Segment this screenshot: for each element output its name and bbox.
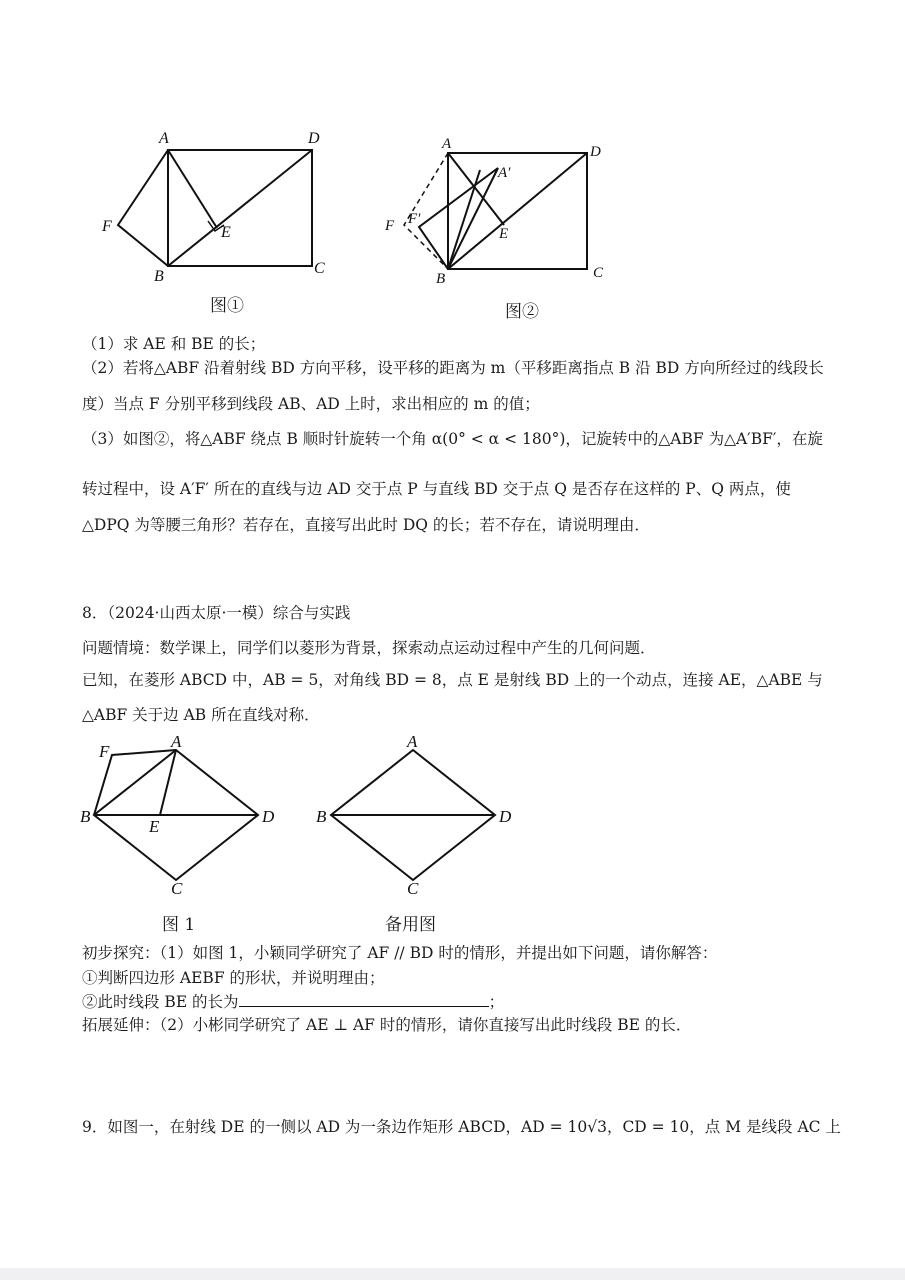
- figure-1: [95, 125, 335, 285]
- figure-4-caption: 备用图: [385, 915, 436, 935]
- label-e: E: [499, 226, 509, 242]
- label-c: C: [314, 260, 325, 277]
- label-a: A: [159, 130, 169, 147]
- label-c: C: [171, 879, 183, 898]
- segment-ae: [168, 150, 217, 228]
- answer-blank[interactable]: [239, 992, 489, 1007]
- q8-sub2: [82, 991, 842, 1013]
- q7-part3-line3: △DPQ 为等腰三角形？若存在，直接写出此时 DQ 的长；若不存在，请说明理由．: [82, 516, 650, 534]
- label-c: C: [407, 879, 419, 898]
- label-b: B: [436, 271, 446, 287]
- label-d: D: [262, 807, 275, 826]
- q8-context: 问题情境：数学课上，同学们以菱形为背景，探索动点运动过程中产生的几何问题．: [82, 639, 656, 657]
- q7-part1: （1）求 AE 和 BE 的长；: [82, 335, 266, 353]
- label-c: C: [593, 265, 604, 281]
- triangle-a-prime-b-f-prime: [419, 168, 498, 269]
- label-d: D: [590, 144, 601, 160]
- q8-title: 8．（2024·山西太原·一模）综合与实践: [82, 604, 351, 622]
- label-a: A: [171, 732, 182, 751]
- q8-given-line1: 已知，在菱形 ABCD 中，AB = 5，对角线 BD = 8，点 E 是射线 BD 上的一个动点，连接 AE，△ABE 与: [82, 671, 823, 689]
- figure-3-caption: 图 1: [162, 915, 196, 935]
- figure-4: [312, 732, 522, 902]
- q8-extend: 拓展延伸：（2）小彬同学研究了 AE ⊥ AF 时的情形，请你直接写出此时线段 BE 的长．: [82, 1016, 692, 1034]
- q9-line1: 9．如图一，在射线 DE 的一侧以 AD 为一条边作矩形 ABCD，AD = 10√3，CD = 10，点 M 是线段 AC 上: [82, 1118, 841, 1136]
- label-f: F: [99, 742, 110, 761]
- q8-explore: 初步探究：（1）如图 1，小颖同学研究了 AF // BD 时的情形，并提出如下问题，请你解答：: [82, 944, 718, 962]
- label-d: D: [308, 130, 320, 147]
- q7-part3-line2: 转过程中，设 A′F′ 所在的直线与边 AD 交于点 P 与直线 BD 交于点 Q 是否存在这样的 P、Q 两点，使: [82, 480, 791, 498]
- q7-part3-line1: （3）如图②，将△ABF 绕点 B 顺时针旋转一个角 α(0° < α < 180°)，记旋转中的△ABF 为△A′BF′，在旋: [82, 430, 823, 448]
- diagonal-bd: [448, 153, 587, 269]
- label-a: A: [407, 732, 418, 751]
- label-b: B: [154, 268, 164, 285]
- segment-bd-to-a-prime: [448, 170, 480, 269]
- label-e: E: [149, 817, 160, 836]
- label-f: F: [102, 218, 112, 235]
- label-e: E: [221, 224, 231, 241]
- q8-sub2-suffix: ；: [488, 993, 505, 1011]
- label-a: A: [442, 136, 452, 152]
- q8-given-line2: △ABF 关于边 AB 所在直线对称．: [82, 706, 320, 724]
- bottom-bar: [0, 1268, 905, 1280]
- figure-1-caption: 图①: [210, 296, 244, 316]
- label-b: B: [80, 807, 91, 826]
- label-b: B: [316, 807, 327, 826]
- q7-part2-line2: 度）当点 F 分别平移到线段 AB、AD 上时，求出相应的 m 的值；: [82, 395, 540, 413]
- triangle-abf: [118, 150, 168, 266]
- label-f-prime: F′: [408, 211, 421, 227]
- q8-sub2-prefix: ②此时线段 BE 的长为: [82, 993, 239, 1011]
- label-f: F: [385, 218, 395, 234]
- figure-2: [380, 130, 630, 290]
- figure-2-caption: 图②: [505, 302, 539, 322]
- label-a-prime: A′: [498, 165, 511, 181]
- figure-3: [78, 732, 288, 902]
- q7-part2-line1: （2）若将△ABF 沿着射线 BD 方向平移，设平移的距离为 m（平移距离指点 B 沿 BD 方向所经过的线段长: [82, 359, 824, 377]
- q8-sub1: ①判断四边形 AEBF 的形状，并说明理由；: [82, 969, 385, 987]
- diagonal-bd: [168, 150, 312, 266]
- label-d: D: [499, 807, 512, 826]
